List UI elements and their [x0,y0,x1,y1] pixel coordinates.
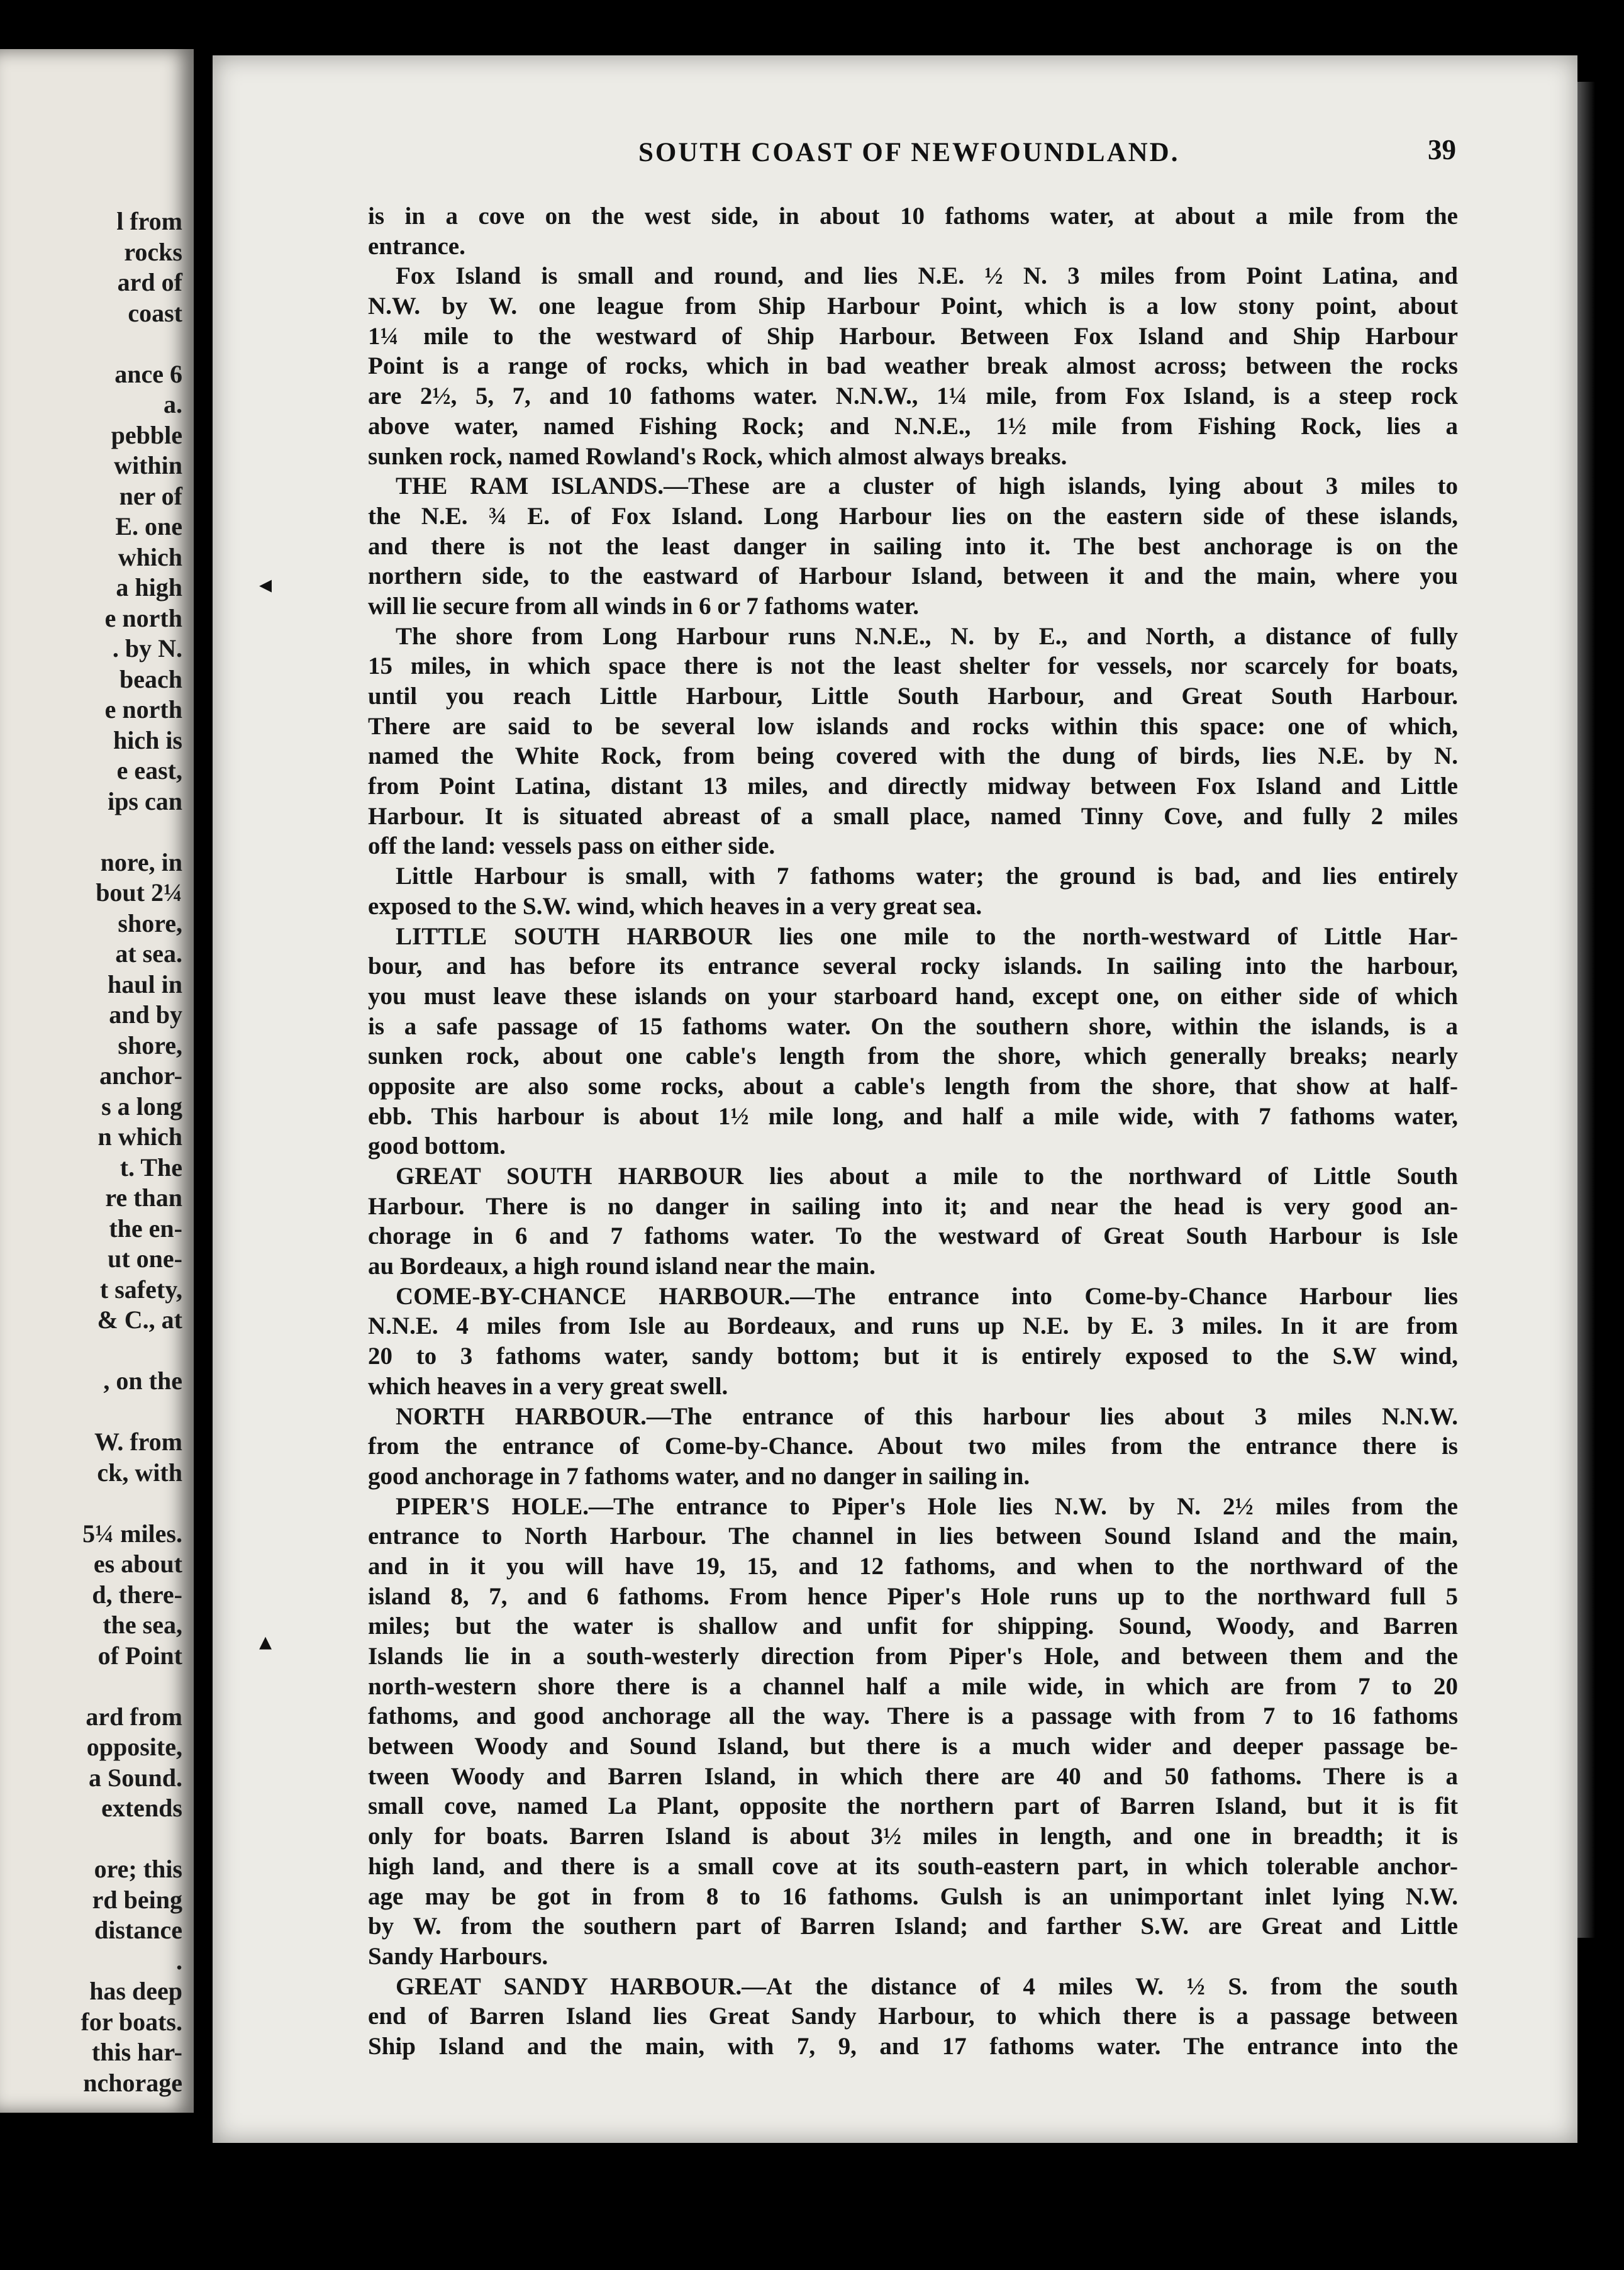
text-line: bour, and has before its entrance several rocky islands. In sailing into the harbour, [368,953,1458,980]
text-line: sunken rock, named Rowland's Rock, which almost always breaks. [368,442,1067,470]
text-line: small cove, named La Plant, opposite the northern part of Barren Island, but it is fit [368,1792,1458,1820]
text-line: GREAT SANDY HARBOUR.—At the distance of 4 miles W. ½ S. from the south [396,1972,1458,2000]
facing-page-line: a Sound. [89,1763,182,1792]
text-line: 1¼ mile to the westward of Ship Harbour. Between Fox Island and Ship Harbour [368,322,1458,350]
text-line: and in it you will have 19, 15, and 12 fathoms, and when to the northward of the [368,1552,1458,1580]
facing-page-line: coast [128,298,182,327]
text-line: named the White Rock, from being covered with the dung of birds, lies N.E. by N. [368,742,1458,770]
text-line: good bottom. [368,1132,506,1160]
facing-page-line: and by [109,1000,182,1029]
facing-page-line: W. from [94,1428,182,1456]
text-line: off the land: vessels pass on either side. [368,832,776,860]
text-line: N.W. by W. one league from Ship Harbour Point, which is a low stony point, about [368,293,1458,320]
text-line: until you reach Little Harbour, Little South Harbour, and Great South Harbour. [368,683,1458,710]
facing-page-line: ard of [117,268,182,296]
text-line: Fox Island is small and round, and lies N.E. ½ N. 3 miles from Point Latina, and [396,262,1458,290]
text-line: entrance to North Harbour. The channel in lies between Sound Island and the main, [368,1523,1458,1550]
text-line: northern side, to the eastward of Harbour Island, between it and the main, where you [368,562,1458,590]
text-line: above water, named Fishing Rock; and N.N.E., 1½ mile from Fishing Rock, lies a [368,412,1458,440]
page-number: 39 [1428,134,1456,165]
facing-page-line [81,817,182,847]
facing-page-line: distance [94,1916,182,1944]
facing-page-line: & C., at [97,1306,182,1334]
facing-page-line: e north [104,603,182,632]
facing-page-line: ck, with [97,1458,182,1487]
facing-page [0,49,194,2113]
facing-page-line: shore, [118,1031,182,1060]
facing-page-line: this har- [91,2038,182,2066]
text-line: 15 miles, in which space there is not the least shelter for vessels, nor scarcely for boats, [368,652,1458,680]
text-line: Little Harbour is small, with 7 fathoms water; the ground is bad, and lies entirely [396,863,1458,890]
facing-page-line: . [176,1946,182,1975]
facing-page-line [81,1824,182,1855]
text-line: the N.E. ¾ E. of Fox Island. Long Harbour lies on the eastern side of these islands, [368,502,1458,530]
facing-page-line: s a long [101,1092,182,1121]
facing-page-line: ut one- [108,1244,182,1273]
text-line: miles; but the water is shallow and unfit for shipping. Sound, Woody, and Barren [368,1613,1458,1640]
facing-page-line [81,1671,182,1702]
facing-page-line: hich is [113,725,182,754]
facing-page-line: nchorage [83,2068,182,2097]
facing-page-line: for boats. [81,2007,182,2036]
facing-page-line: nore, in [100,847,182,876]
text-line: Ship Island and the main, with 7, 9, and 17 fathoms water. The entrance into the [368,2032,1458,2060]
text-line: opposite are also some rocks, about a cable's length from the shore, that show at half- [368,1072,1458,1100]
facing-page-line: ance 6 [114,359,182,388]
text-line: tween Woody and Barren Island, in which there are 40 and 50 fathoms. There is a [368,1762,1458,1790]
text-line: COME-BY-CHANCE HARBOUR.—The entrance into Come-by-Chance Harbour lies [396,1282,1458,1310]
text-line: from the entrance of Come-by-Chance. About two miles from the entrance there is [368,1433,1458,1460]
text-line: by W. from the southern part of Barren Island; and farther S.W. are Great and Little [368,1913,1458,1940]
facing-page-line: es about [93,1550,182,1578]
body-text [368,201,1458,2062]
facing-page-line: haul in [108,970,182,998]
text-line: PIPER'S HOLE.—The entrance to Piper's Hole lies N.W. by N. 2½ miles from the [396,1492,1458,1520]
facing-page-line: re than [105,1183,182,1212]
facing-page-line: of Point [97,1641,182,1670]
text-line: which heaves in a very great swell. [368,1372,728,1400]
facing-page-line: a high [116,573,182,601]
facing-page-line: d, there- [92,1580,182,1609]
text-line: chorage in 6 and 7 fathoms water. To the westward of Great South Harbour is Isle [368,1222,1458,1250]
facing-page-line: e north [104,695,182,724]
text-line: are 2½, 5, 7, and 10 fathoms water. N.N.W., 1¼ mile, from Fox Island, is a steep rock [368,383,1458,410]
facing-page-line: beach [120,664,182,693]
text-line: from Point Latina, distant 13 miles, and directly midway between Fox Island and Little [368,773,1458,800]
text-line: Harbour. There is no danger in sailing into it; and near the head is very good an- [368,1192,1458,1220]
text-line: good anchorage in 7 fathoms water, and no danger in sailing in. [368,1462,1030,1490]
facing-page-line [81,328,182,359]
facing-page-line [81,1488,182,1519]
text-line: N.N.E. 4 miles from Isle au Bordeaux, and runs up N.E. by E. 3 miles. In it are from [368,1312,1458,1340]
facing-page-line: e east, [116,756,182,785]
text-line: There are said to be several low islands and rocks within this space: one of which, [368,712,1458,740]
facing-page-line: anchor- [99,1061,182,1090]
facing-page-line: the sea, [103,1611,182,1639]
facing-page-line: n which [97,1122,182,1151]
facing-page-line: opposite, [86,1733,182,1761]
text-line: exposed to the S.W. wind, which heaves in a very great sea. [368,892,982,920]
facing-page-line [81,1336,182,1367]
margin-mark: ▴ [259,1627,272,1655]
text-line: you must leave these islands on your starboard hand, except one, on either side of which [368,982,1458,1010]
text-line: LITTLE SOUTH HARBOUR lies one mile to the north-westward of Little Har- [396,922,1458,950]
text-line: is in a cove on the west side, in about 10 fathoms water, at about a mile from the [368,203,1458,230]
facing-page-line: . by N. [112,634,182,663]
facing-page-line: rocks [124,237,182,266]
facing-page-line: bout 2¼ [96,878,182,907]
text-line: between Woody and Sound Island, but there is a much wider and deeper passage be- [368,1733,1458,1760]
facing-page-line: ner of [119,481,182,510]
text-line: end of Barren Island lies Great Sandy Harbour, to which there is a passage between [368,2003,1458,2030]
margin-mark: ◂ [259,570,272,598]
facing-page-line: E. one [115,512,182,540]
facing-page-line: extends [101,1794,182,1822]
text-line: age may be got in from 8 to 16 fathoms. Gulsh is an unimportant inlet lying N.W. [368,1882,1458,1910]
text-line: NORTH HARBOUR.—The entrance of this harbour lies about 3 miles N.N.W. [396,1402,1458,1430]
text-line: will lie secure from all winds in 6 or 7 fathoms water. [368,592,920,620]
facing-page-line: l from [116,207,182,235]
facing-page-line: the en- [109,1214,182,1243]
text-line: au Bordeaux, a high round island near the main. [368,1253,876,1280]
text-line: only for boats. Barren Island is about 3½ miles in length, and one in breadth; it is [368,1823,1458,1850]
facing-page-line: has deep [89,1977,182,2005]
facing-page-line: within [114,451,182,479]
facing-page-line: rd being [92,1885,182,1914]
text-line: Sandy Harbours. [368,1942,548,1970]
page-edge [1577,82,1595,1938]
text-line: Islands lie in a south-westerly direction from Piper's Hole, and between them and the [368,1643,1458,1670]
text-line: high land, and there is a small cove at its south-eastern part, in which tolerable anchor- [368,1852,1458,1880]
text-line: sunken rock, about one cable's length from the shore, which generally breaks; nearly [368,1043,1458,1070]
text-line: entrance. [368,232,465,260]
facing-page-line: pebble [111,420,182,449]
text-line: fathoms, and good anchorage all the way. There is a passage with from 7 to 16 fathoms [368,1702,1458,1730]
facing-page-line: ips can [108,786,182,815]
facing-page-line: , on the [103,1367,182,1395]
text-line: is a safe passage of 15 fathoms water. On the southern shore, within the islands, is a [368,1012,1458,1040]
text-line: THE RAM ISLANDS.—These are a cluster of high islands, lying about 3 miles to [396,472,1458,500]
text-line: GREAT SOUTH HARBOUR lies about a mile to the northward of Little South [396,1163,1458,1190]
text-line: The shore from Long Harbour runs N.N.E., N. by E., and North, a distance of fully [396,622,1458,650]
text-line: island 8, 7, and 6 fathoms. From hence Piper's Hole runs up to the northward full 5 [368,1582,1458,1610]
facing-page-line: ard from [86,1702,182,1731]
text-line: north-western shore there is a channel half a mile wide, in which are from 7 to 20 [368,1672,1458,1700]
facing-page-line: t safety, [99,1275,182,1304]
facing-page-line: a. [164,390,182,418]
text-line: Point is a range of rocks, which in bad weather break almost across; between the rocks [368,352,1458,380]
text-line: and there is not the least danger in sailing into it. The best anchorage is on the [368,532,1458,560]
facing-page-line: which [118,542,182,571]
facing-page-line [81,1397,182,1428]
facing-page-line: shore, [118,909,182,937]
facing-page-line: 5¼ miles. [82,1519,182,1548]
facing-page-text [81,206,182,2098]
facing-page-line: at sea. [115,939,182,968]
facing-page-line: t. The [120,1153,182,1182]
running-header: SOUTH COAST OF NEWFOUNDLAND. [638,138,1180,167]
text-line: Harbour. It is situated abreast of a small place, named Tinny Cove, and fully 2 miles [368,802,1458,830]
text-line: 20 to 3 fathoms water, sandy bottom; but it is entirely exposed to the S.W wind, [368,1343,1458,1370]
facing-page-line: ore; this [94,1855,182,1883]
text-line: ebb. This harbour is about 1½ mile long, and half a mile wide, with 7 fathoms water, [368,1102,1458,1130]
